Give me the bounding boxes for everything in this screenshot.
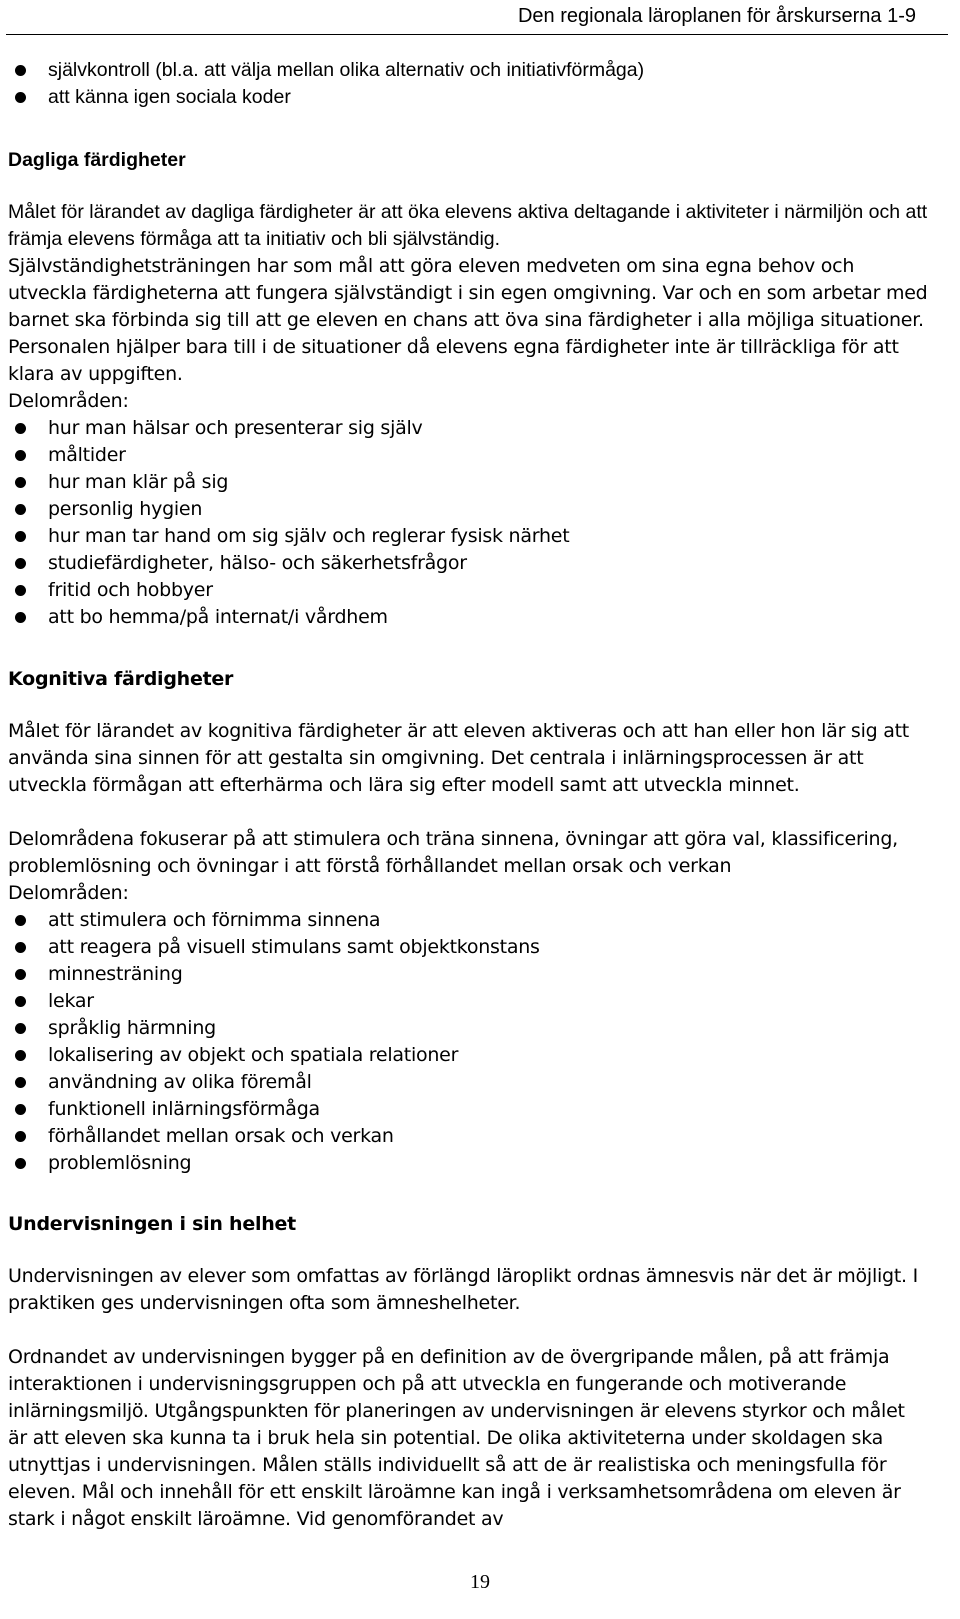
bullet-icon xyxy=(15,1104,26,1115)
bullet-icon xyxy=(15,969,26,980)
bullet-icon xyxy=(15,915,26,926)
list-item-text: fritid och hobbyer xyxy=(48,579,213,601)
list-item xyxy=(8,496,928,523)
bullet-icon xyxy=(15,531,26,542)
list-item xyxy=(8,988,928,1015)
list-item-text: problemlösning xyxy=(48,1152,192,1174)
list-item-text: förhållandet mellan orsak och verkan xyxy=(48,1125,394,1147)
teaching-paragraph-1 xyxy=(8,1263,928,1317)
list-item xyxy=(8,84,928,111)
cognitive-intro: Målet för lärandet av kognitiva färdigheter är att eleven aktiveras och att han eller hon lär sig att använda sina sinnen för att gestalta sin omgivning. Det centrala i inlärningsprocessen är att utveckla förmågan att efterhärma och lära sig efter modell samt att utveckla minnet. xyxy=(8,720,909,796)
running-header: Den regionala läroplanen för årskurserna 1-9 xyxy=(517,5,916,27)
bullet-icon xyxy=(15,65,26,76)
page-number: 19 xyxy=(470,1571,490,1593)
bullet-icon xyxy=(15,585,26,596)
list-item-text: att stimulera och förnimma sinnena xyxy=(48,909,381,931)
bullet-icon xyxy=(15,504,26,515)
list-item xyxy=(8,550,928,577)
list-item-text: användning av olika föremål xyxy=(48,1071,312,1093)
list-item xyxy=(8,907,928,934)
bullet-icon xyxy=(15,1077,26,1088)
list-item-text: funktionell inlärningsförmåga xyxy=(48,1098,320,1120)
bullet-icon xyxy=(15,423,26,434)
bullet-icon xyxy=(15,1050,26,1061)
bullet-icon xyxy=(15,92,26,103)
cognitive-bullet-list xyxy=(8,907,928,1177)
cognitive-focus: Delområdena fokuserar på att stimulera och träna sinnena, övningar att göra val, klassificering, problemlösning och övningar i att förstå förhållandet mellan orsak och verkan xyxy=(8,828,898,877)
list-item-text: språklig härmning xyxy=(48,1017,216,1039)
list-item xyxy=(8,1150,928,1177)
bullet-icon xyxy=(15,996,26,1007)
list-item-text: att reagera på visuell stimulans samt objektkonstans xyxy=(48,936,540,958)
daily-subareas-label: Delområden: xyxy=(8,390,129,412)
list-item xyxy=(8,1042,928,1069)
daily-bullet-list xyxy=(8,415,928,631)
daily-intro-paragraph xyxy=(8,199,928,253)
cognitive-subareas-label: Delområden: xyxy=(8,882,129,904)
daily-body: Självständighetsträningen har som mål att göra eleven medveten om sina egna behov och utveckla färdigheterna att fungera självständigt i sin egen omgivning. Var och en som arbetar med barnet ska förbinda sig till att ge eleven en chans att öva sina färdigheter i alla möjliga situationer. Personalen hjälper bara till i de situationer då elevens egna färdigheter inte är tillräckliga för att klara av uppgiften. xyxy=(8,255,928,385)
list-item-text: att bo hemma/på internat/i vårdhem xyxy=(48,606,388,628)
daily-body-paragraph xyxy=(8,253,928,388)
list-item-text: att känna igen sociala koder xyxy=(48,86,291,108)
bullet-icon xyxy=(15,1023,26,1034)
list-item-text: självkontroll (bl.a. att välja mellan olika alternativ och initiativförmåga) xyxy=(48,59,645,81)
list-item xyxy=(8,469,928,496)
cognitive-focus-paragraph xyxy=(8,826,928,880)
list-item-text: minnesträning xyxy=(48,963,183,985)
list-item-text: personlig hygien xyxy=(48,498,203,520)
list-item xyxy=(8,961,928,988)
bullet-icon xyxy=(15,477,26,488)
section-heading-cognitive: Kognitiva färdigheter xyxy=(8,668,234,690)
section-heading-teaching: Undervisningen i sin helhet xyxy=(8,1213,296,1235)
section-heading-daily: Dagliga färdigheter xyxy=(8,149,186,171)
cognitive-intro-paragraph xyxy=(8,718,928,799)
list-item-text: måltider xyxy=(48,444,126,466)
list-item-text: hur man hälsar och presenterar sig själv xyxy=(48,417,423,439)
top-bullet-list xyxy=(8,57,928,111)
list-item-text: lekar xyxy=(48,990,94,1012)
list-item xyxy=(8,523,928,550)
bullet-icon xyxy=(15,1131,26,1142)
teaching-paragraph-2 xyxy=(8,1344,928,1533)
teaching-para1: Undervisningen av elever som omfattas av förlängd läroplikt ordnas ämnesvis när det är möjligt. I praktiken ges undervisningen ofta som ämneshelheter. xyxy=(8,1265,918,1314)
list-item xyxy=(8,57,928,84)
bullet-icon xyxy=(15,612,26,623)
list-item xyxy=(8,1123,928,1150)
teaching-para2: Ordnandet av undervisningen bygger på en definition av de övergripande målen, på att främja interaktionen i undervisningsgruppen och på att utveckla en fungerande och motiverande inlärningsmiljö. Utgångspunkten för planeringen av undervisningen är elevens styrkor och målet är att eleven ska kunna ta i bruk hela sin potential. De olika aktiviteterna under skoldagen ska utnyttjas i undervisningen. Målen ställs individuellt så att de är realistiska och meningsfulla för eleven. Mål och innehåll för ett enskilt läroämne kan ingå i verksamhetsområdena om eleven är stark i något enskilt läroämne. Vid genomförandet av xyxy=(8,1346,905,1530)
list-item-text: hur man tar hand om sig själv och reglerar fysisk närhet xyxy=(48,525,570,547)
list-item-text: hur man klär på sig xyxy=(48,471,229,493)
list-item xyxy=(8,442,928,469)
bullet-icon xyxy=(15,450,26,461)
list-item xyxy=(8,934,928,961)
list-item-text: lokalisering av objekt och spatiala relationer xyxy=(48,1044,459,1066)
list-item xyxy=(8,1015,928,1042)
list-item xyxy=(8,577,928,604)
list-item-text: studiefärdigheter, hälso- och säkerhetsfrågor xyxy=(48,552,467,574)
list-item xyxy=(8,415,928,442)
bullet-icon xyxy=(15,1158,26,1169)
bullet-icon xyxy=(15,558,26,569)
list-item xyxy=(8,1069,928,1096)
bullet-icon xyxy=(15,942,26,953)
list-item xyxy=(8,604,928,631)
header-rule xyxy=(6,34,948,35)
daily-intro: Målet för lärandet av dagliga färdigheter är att öka elevens aktiva deltagande i aktiviteter i närmiljön och att främja elevens förmåga att ta initiativ och bli självständig. xyxy=(8,201,928,250)
list-item xyxy=(8,1096,928,1123)
